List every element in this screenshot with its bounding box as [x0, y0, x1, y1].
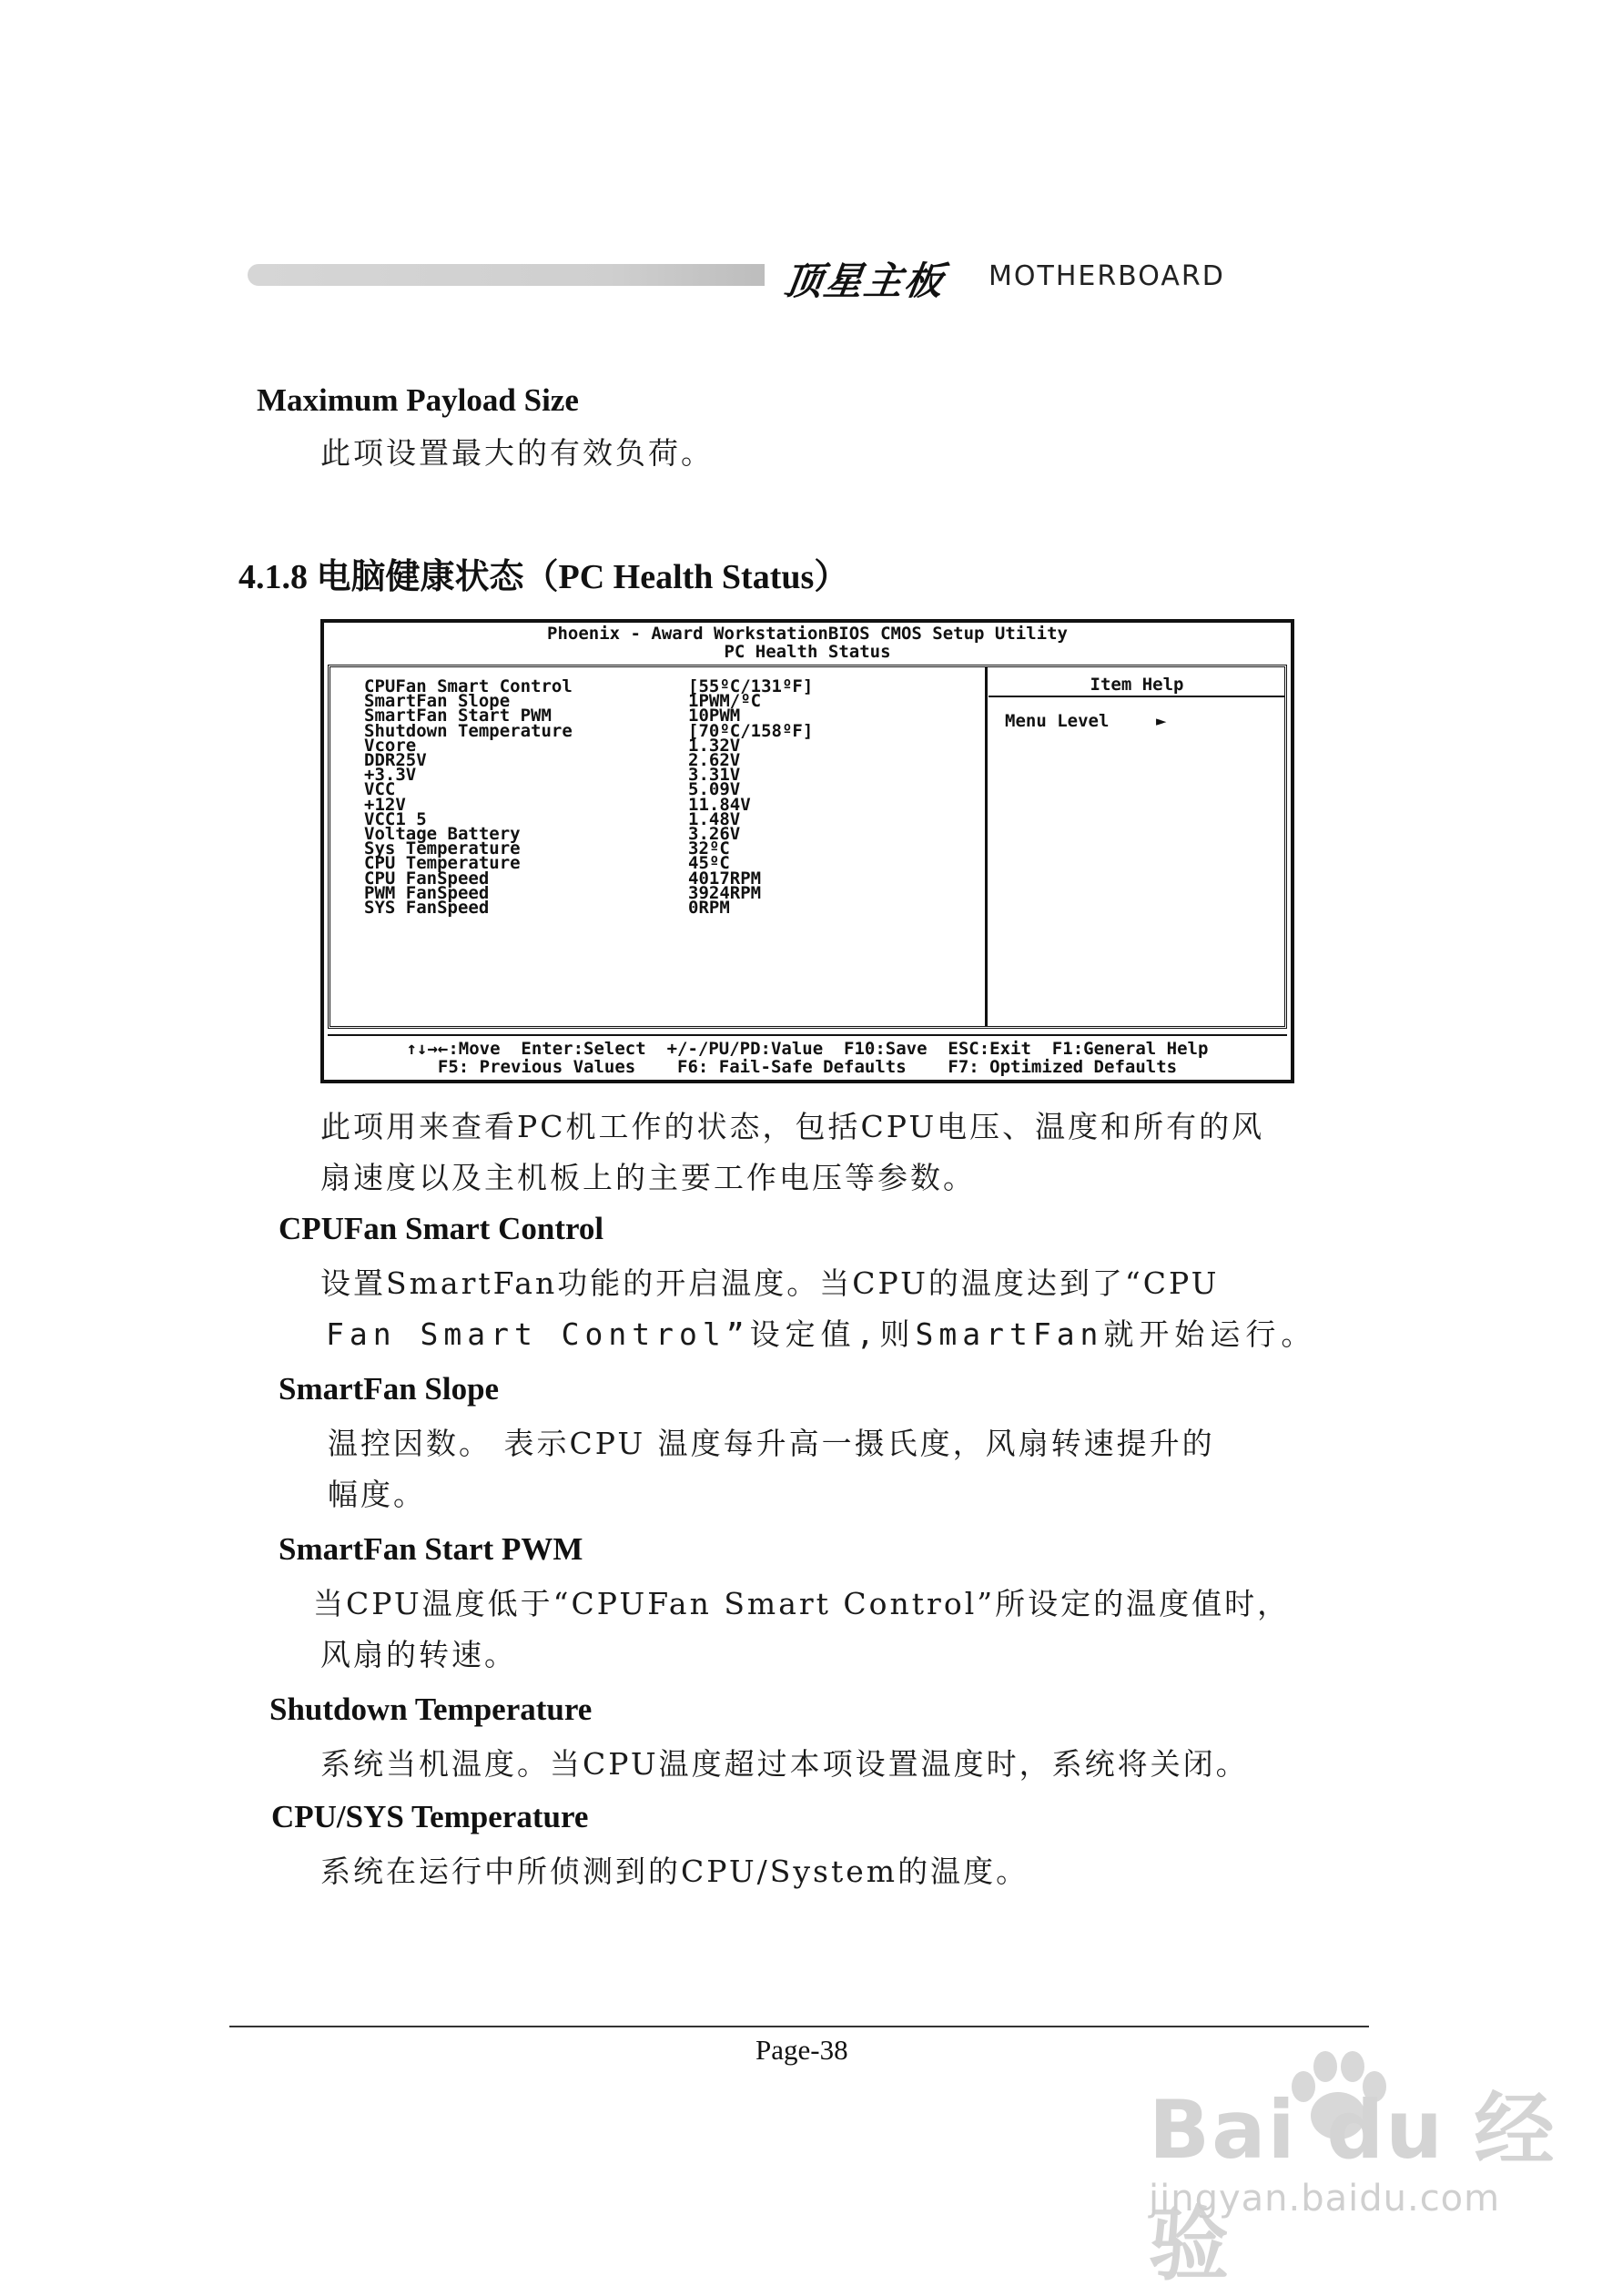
watermark-url: jingyan.baidu.com — [1149, 2178, 1501, 2220]
bios-row-label[interactable]: Voltage Battery — [364, 824, 521, 844]
bios-help-title: Item Help — [1090, 675, 1184, 695]
bios-row-value: 4017RPM — [688, 868, 762, 889]
bios-row-value: 1.48V — [688, 808, 741, 829]
item-title-shutdown: Shutdown Temperature — [269, 1692, 593, 1727]
bios-row-value: 1PWM/ºC — [688, 691, 762, 712]
bios-row-value: 1.32V — [688, 735, 741, 756]
item-desc-cpufan-1: 设置SmartFan功能的开启温度。当CPU的温度达到了“CPU — [320, 1265, 1220, 1301]
bios-row-label[interactable]: CPUFan Smart Control — [364, 676, 573, 696]
bios-row-label[interactable]: Vcore — [364, 735, 417, 756]
health-desc-line2: 扇速度以及主机板上的主要工作电压等参数。 — [320, 1160, 976, 1195]
footer-rule — [229, 2026, 1369, 2027]
watermark-brand: Bai du 经验 — [1149, 2083, 1556, 2291]
bios-title-line1: Phoenix - Award WorkstationBIOS CMOS Setup Utility — [547, 624, 1068, 644]
bios-footer-line2: F5: Previous Values F6: Fail-Safe Defaults F7: Optimized Defaults — [437, 1057, 1178, 1077]
bios-row-value: [70ºC/158ºF] — [688, 720, 814, 741]
bios-screenshot — [320, 619, 1294, 1083]
section-title: 4.1.8 电脑健康状态（PC Health Status） — [238, 558, 849, 596]
item-title-cpusys: CPU/SYS Temperature — [271, 1799, 589, 1834]
bios-row-label[interactable]: +12V — [364, 794, 406, 815]
bios-row-label[interactable]: +3.3V — [364, 765, 417, 786]
bios-row-value: 11.84V — [688, 794, 751, 815]
page-number: Page-38 — [755, 2034, 848, 2066]
bios-help-divider — [989, 696, 1285, 697]
bios-row-value: 2.62V — [688, 750, 741, 770]
bios-row-value: [55ºC/131ºF] — [688, 676, 814, 696]
bios-divider — [985, 666, 988, 1027]
bios-row-label[interactable]: SmartFan Start PWM — [364, 706, 552, 726]
bios-row-label[interactable]: SmartFan Slope — [364, 691, 511, 712]
health-desc-line1: 此项用来查看PC机工作的状态，包括CPU电压、温度和所有的风 — [320, 1109, 1265, 1144]
bios-row-value: 3.31V — [688, 765, 741, 786]
bios-row-value: 45ºC — [688, 853, 730, 874]
item-title-slope: SmartFan Slope — [279, 1371, 500, 1407]
item-desc-cpufan-2: Fan Smart Control”设定值,则SmartFan就开始运行。 — [326, 1316, 1317, 1352]
bios-row-value: 3.26V — [688, 824, 741, 844]
bios-row-label[interactable]: VCC — [364, 779, 396, 800]
item-title-startpwm: SmartFan Start PWM — [279, 1531, 583, 1567]
bios-row-label[interactable]: PWM FanSpeed — [364, 882, 490, 903]
bios-row-label[interactable]: DDR25V — [364, 750, 427, 770]
bios-row-value: 10PWM — [688, 706, 741, 726]
bios-row-label[interactable]: Sys Temperature — [364, 838, 521, 859]
bios-menu-level: Menu Level — [1005, 711, 1110, 731]
header-brand: 顶星主板 — [781, 259, 948, 303]
bios-row-value: 0RPM — [688, 898, 730, 918]
item-desc-startpwm-1: 当CPU温度低于“CPUFan Smart Control”所设定的温度值时， — [313, 1586, 1291, 1621]
bios-row-value: 3924RPM — [688, 882, 762, 903]
payload-title: Maximum Payload Size — [257, 382, 579, 418]
bios-title-line2: PC Health Status — [724, 642, 891, 662]
bios-footer-line1: ↑↓→←:Move Enter:Select +/-/PU/PD:Value F10:Save ESC:Exit F1:General Help — [406, 1039, 1209, 1059]
menu-level-arrow-icon: ► — [1156, 711, 1167, 731]
bios-row-label[interactable]: CPU FanSpeed — [364, 868, 490, 889]
bios-row-value: 5.09V — [688, 779, 741, 800]
item-desc-slope-1: 温控因数。 表示CPU 温度每升高一摄氏度，风扇转速提升的 — [328, 1426, 1215, 1461]
header-product: MOTHERBOARD — [989, 260, 1225, 292]
bios-footer-divider — [328, 1034, 1287, 1036]
payload-desc: 此项设置最大的有效负荷。 — [320, 435, 714, 471]
bios-row-value: 32ºC — [688, 838, 730, 859]
bios-row-label[interactable]: SYS FanSpeed — [364, 898, 490, 918]
bios-row-label[interactable]: CPU Temperature — [364, 853, 521, 874]
item-title-cpufan: CPUFan Smart Control — [279, 1211, 604, 1246]
item-desc-startpwm-2: 风扇的转速。 — [320, 1637, 517, 1672]
header-decor-bar — [248, 264, 765, 286]
bios-row-label[interactable]: Shutdown Temperature — [364, 720, 573, 741]
item-desc-cpusys: 系统在运行中所侦测到的CPU/System的温度。 — [320, 1854, 1029, 1889]
bios-row-label[interactable]: VCC1 5 — [364, 808, 427, 829]
item-desc-shutdown: 系统当机温度。当CPU温度超过本项设置温度时，系统将关闭。 — [320, 1746, 1249, 1782]
item-desc-slope-2: 幅度。 — [328, 1477, 426, 1512]
